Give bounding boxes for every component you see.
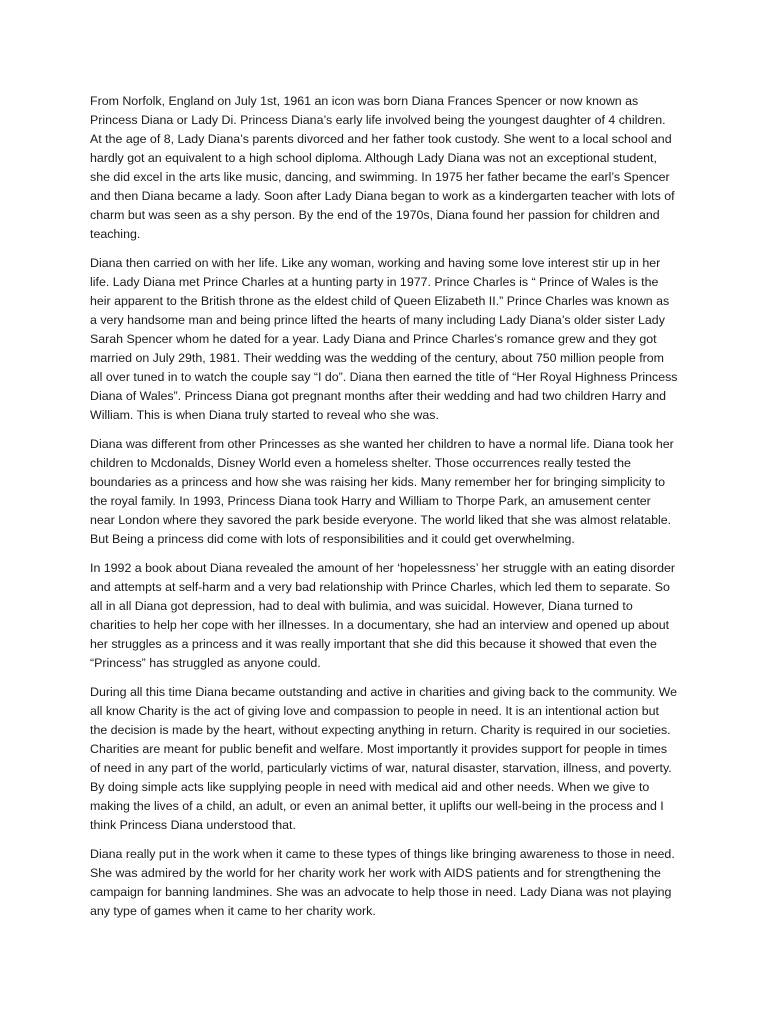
paragraph: During all this time Diana became outstanding and active in charities and giving back to the community. We all know Charity is the act of giving love and compassion to people in need. It is an intentional action but the decision is made by the heart, without expecting anything in return. Charity is required in our societies. Charities are meant for public benefit and welfare. Most importantly it provides support for people in times of need in any part of the world, particularly victims of war, natural disaster, starvation, illness, and poverty. By doing simple acts like supplying people in need with medical aid and other needs. When we give to making the lives of a child, an adult, or even an animal better, it uplifts our well-being in the process and I think Princess Diana understood that. — [90, 685, 678, 832]
paragraph: Diana then carried on with her life. Like any woman, working and having some love interest stir up in her life. Lady Diana met Prince Charles at a hunting party in 1977. Prince Charles is “ Prince of Wales is the heir apparent to the British throne as the eldest child of Queen Elizabeth II.” Prince Charles was known as a very handsome man and being prince lifted the hearts of many including Lady Diana’s older sister Lady Sarah Spencer whom he dated for a year. Lady Diana and Prince Charles’s romance grew and they got married on July 29th, 1981. Their wedding was the wedding of the century, about 750 million people from all over tuned in to watch the couple say “I do”. Diana then earned the title of “Her Royal Highness Princess Diana of Wales”. Princess Diana got pregnant months after their wedding and had two children Harry and William. This is when Diana truly started to reveal who she was. — [90, 256, 678, 422]
paragraph: From Norfolk, England on July 1st, 1961 an icon was born Diana Frances Spencer or now known as Princess Diana or Lady Di. Princess Diana’s early life involved being the youngest daughter of 4 children. At the age of 8, Lady Diana’s parents divorced and her father took custody. She went to a local school and hardly got an equivalent to a high school diploma. Although Lady Diana was not an exceptional student, she did excel in the arts like music, dancing, and swimming. In 1975 her father became the earl’s Spencer and then Diana became a lady. Soon after Lady Diana began to work as a kindergarten teacher with lots of charm but was seen as a shy person. By the end of the 1970s, Diana found her passion for children and teaching. — [90, 94, 675, 241]
document-page — [90, 92, 678, 931]
paragraph: Diana really put in the work when it came to these types of things like bringing awareness to those in need. She was admired by the world for her charity work her work with AIDS patients and for strengthening the campaign for banning landmines. She was an advocate to help those in need. Lady Diana was not playing any type of games when it came to her charity work. — [90, 847, 675, 918]
paragraph: Diana was different from other Princesses as she wanted her children to have a normal life. Diana took her children to Mcdonalds, Disney World even a homeless shelter. Those occurrences really tested the boundaries as a princess and how she was raising her kids. Many remember her for bringing simplicity to the royal family. In 1993, Princess Diana took Harry and William to Thorpe Park, an amusement center near London where they savored the park beside everyone. The world liked that she was almost relatable. But Being a princess did come with lots of responsibilities and it could get overwhelming. — [90, 437, 674, 546]
paragraph: In 1992 a book about Diana revealed the amount of her ‘hopelessness’ her struggle with an eating disorder and attempts at self-harm and a very bad relationship with Prince Charles, which led them to separate. So all in all Diana got depression, had to deal with bulimia, and was suicidal. However, Diana turned to charities to help her cope with her illnesses. In a documentary, she had an interview and opened up about her struggles as a princess and it was really important that she did this because it showed that even the “Princess” has struggled as anyone could. — [90, 561, 676, 670]
